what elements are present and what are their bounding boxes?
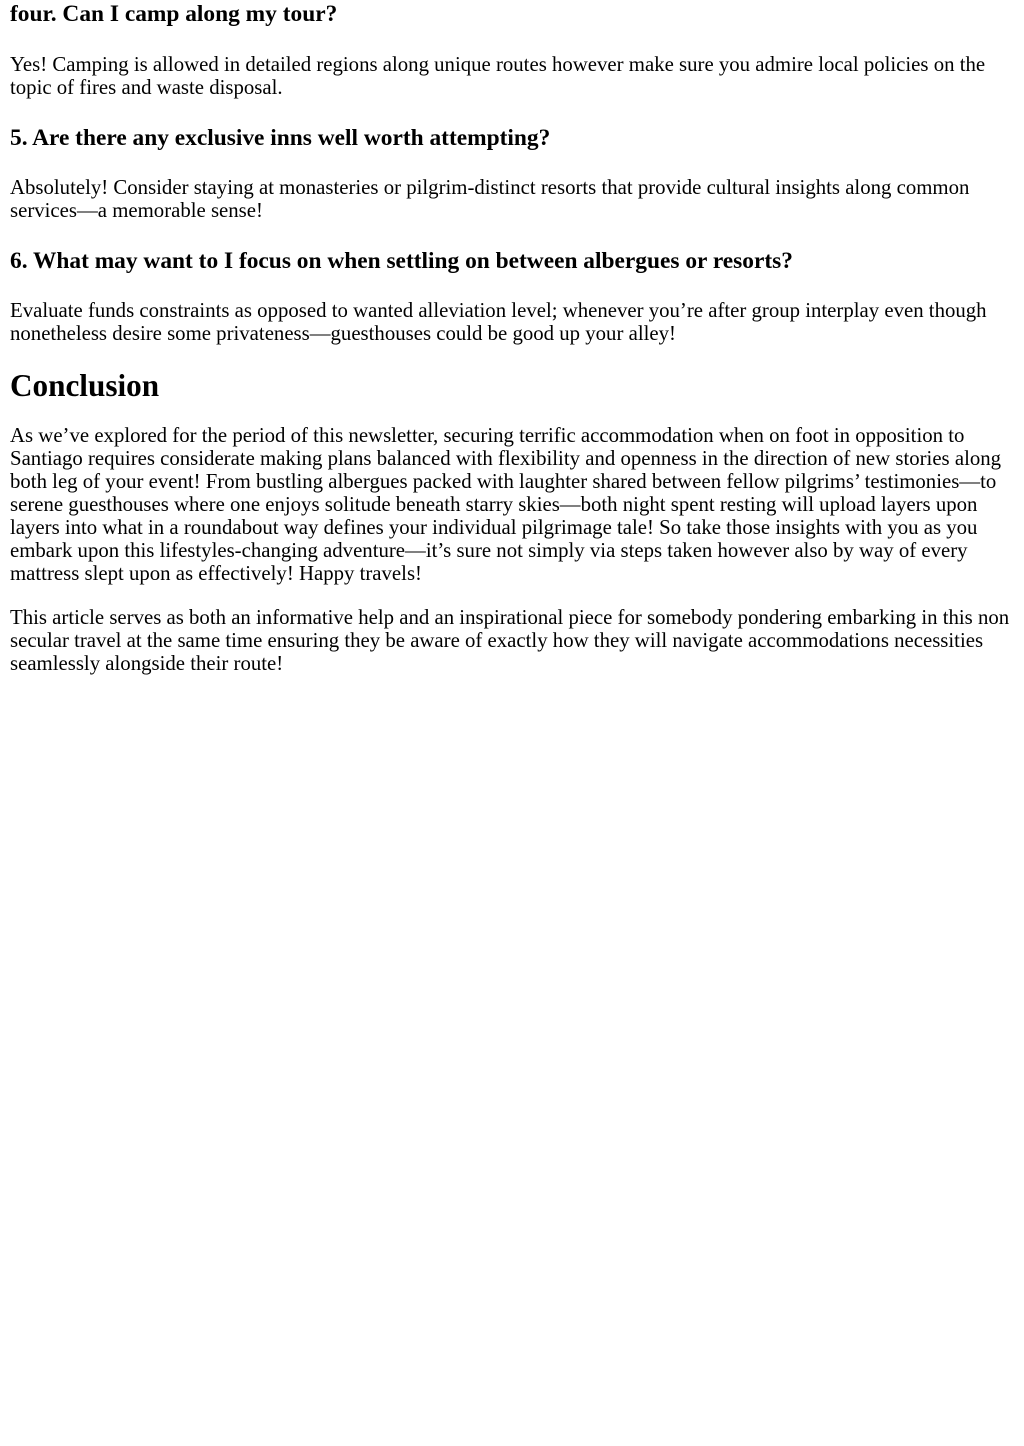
faq-answer-4: Yes! Camping is allowed in detailed regions along unique routes however make sure you admire local policies on the topic of fires and waste disposal. [10,53,986,99]
faq-answer-6: Evaluate funds constraints as opposed to wanted alleviation level; whenever you’re after group interplay even though nonetheless desire some privateness—guesthouses could be good up your alley! [10,299,987,345]
faq-question-4: four. Can I camp along my tour? [10,1,338,27]
article-body [0,0,1024,675]
faq-answer-5: Absolutely! Consider staying at monasteries or pilgrim-distinct resorts that provide cultural insights along common services—a memorable sense! [10,176,970,222]
conclusion-heading: Conclusion [10,368,160,403]
faq-question-5: 5. Are there any exclusive inns well worth attempting? [10,125,551,151]
conclusion-paragraph-1: As we’ve explored for the period of this newsletter, securing terrific accommodation when on foot in opposition to Santiago requires considerate making plans balanced with flexibility and openness in the direction of new stories along both leg of your event! From bustling albergues packed with laughter shared between fellow pilgrims’ testimonies—to serene guesthouses where one enjoys solitude beneath starry skies—both night spent resting will upload layers upon layers into what in a roundabout way defines your individual pilgrimage tale! So take those insights with you as you embark upon this lifestyles-changing adventure—it’s sure not simply via steps taken however also by way of every mattress slept upon as effectively! Happy travels! [10,424,1002,585]
conclusion-paragraph-2: This article serves as both an informative help and an inspirational piece for somebody pondering embarking in this non secular travel at the same time ensuring they be aware of exactly how they will navigate accommodations necessities seamlessly alongside their route! [10,606,1010,675]
faq-question-6: 6. What may want to I focus on when settling on between albergues or resorts? [10,248,793,274]
